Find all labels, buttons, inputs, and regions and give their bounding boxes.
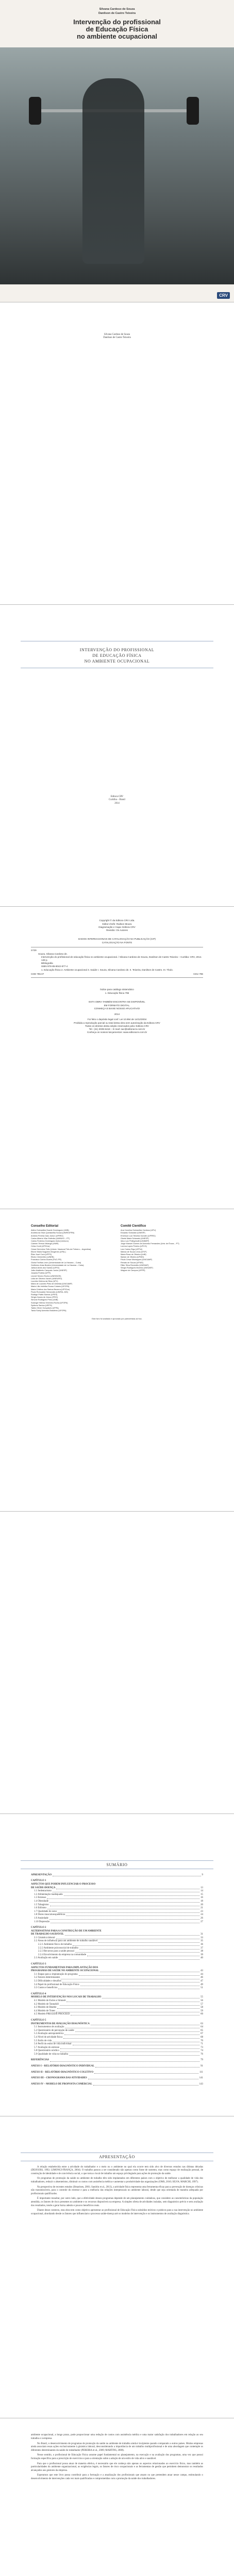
toc-entry [31,2003,203,2007]
council-member: Andréia da Silva Quintanilha Sousa (UNIR/UFRN) [31,1232,75,1234]
table-of-contents-page [0,1814,234,2116]
council-member: Lourdes Helena da Silva (UFV) [31,1280,58,1283]
toc-entry-label: 1.1 Sedentarismo [34,1890,52,1893]
council-member: Luiz Carlos Rigo (UFPel) [121,1248,142,1250]
toc-page-number: 43 [200,1970,203,1973]
toc-entry [31,1987,203,1990]
toc-leader-dots [60,2048,199,2049]
toc-entry [31,1984,203,1987]
council-member: Francisco Carlos Duarte (PUC-PR) [31,1259,62,1261]
toc-entry-label: ASPECTOS FUNDAMENTAIS PARA IMPLANTAÇÃO DOS [31,1966,98,1969]
editorial-board-list [31,1229,113,1312]
toc-leader-dots [94,2073,198,2074]
toc-entry-label: REFERÊNCIAS [31,2059,49,2062]
toc-entry [31,1921,203,1924]
toc-page-number: 16 [200,1896,203,1900]
council-member: Antônio Pereira Gaio Júnior (UFRRJ) [31,1234,63,1237]
toc-leader-dots [59,1959,199,1960]
council-member: Jorge Manuel Gomes de Azevedo Fernandes (Univ. de Évora – PT) [121,1243,179,1245]
council-member: João Adalberto Campato Junior (UNESP) [31,1269,67,1272]
paragraph: A relação estabelecida entre a atividade do trabalhador e o meio ou o ambiente no qual ela ocorre tem sido alvo de diversos estudos nas últimas décadas (DEJOURS, 1992; LIMONGI-FRANÇA, 2004). O trabalho passou a ser considerado não apenas como fonte de sustento, mas como espaço de realização pessoal, de construção de identidade e de convivência social, o que torna o local de trabalho um espaço privilegiado para ações de promoção da saúde. [31,2165,203,2175]
title-page-imprint [31,795,203,806]
review-note: Este livro foi avaliado e aprovado por pareceristas ad hoc. [92,1318,142,1320]
toc-page-number: 35 [200,1940,203,1943]
toc-entry-label: 1.10 Depressão [34,1920,50,1923]
toc-entry [31,2065,203,2069]
toc-leader-dots [58,1912,199,1913]
publication-place: Curitiba – Brasil [109,799,125,802]
toc-page-number: 39 [200,1953,203,1956]
toc-page-number: 40 [200,1957,203,1960]
toc-entry-label: 3.2 Fatores determinantes [34,1976,60,1979]
council-member: Paulo Cesar Montagner (UNICAMP) [121,1259,153,1261]
toc-entry [31,2010,203,2013]
toc-entry-label: 2.1 Ginástica laboral [34,1936,55,1939]
title-page [0,605,234,907]
editorial-council-page [0,1209,234,1512]
cover-photo [0,47,234,284]
catalog-heading: DADOS INTERNACIONAIS DE CATALOGAÇÃO NA PUBLICAÇÃO (CIP) CATALOGAÇÃO NA FONTE [78,938,156,944]
toc-page-number: 111 [199,2071,203,2074]
toc-entry-label: CAPÍTULO 2 [31,1926,46,1929]
toc-page-number: 23 [200,1910,203,1913]
toc-entry [31,1890,203,1893]
cdd-code: CDD 796.07 [31,972,44,975]
toc-entry-label: 1.8 Dores musculoesqueléticas [34,1913,65,1917]
cover-author: Silvana Cardoso de Souza [99,8,135,11]
council-member: Maria de Lourdes Pinto de Almeida (UNICAMP) [31,1283,73,1285]
toc-list [31,1874,203,2087]
paragraph: Diante desse contexto, esta obra tem como objetivo apresentar ao profissional de Educação Física subsídios teóricos e práticos para a sua intervenção no ambiente ocupacional, abordando desde os fatores que influenciam o processo saúde-doença até os modelos de intervenção e os instrumentos de avaliação diagnóstica. [31,2209,203,2215]
toc-entry-label: 1.4 Obesidade [34,1900,48,1903]
publisher-logo: CRV [217,292,230,299]
toc-entry [31,2053,203,2057]
council-member: Maria Cristina dos Santos Bezerra (UFSCar) [31,1288,70,1291]
council-member: Carlos Federico Dominguez Avila (Unieuro) [31,1240,69,1242]
toc-entry-label: 1.6 Etilismo [34,1907,46,1910]
council-member: Paulo Romualdo Hernandes (UNIFAL-MG) [31,1291,68,1293]
barbell-plate [187,97,199,125]
council-member: Lorena Lopes Pereira (UFCG) [121,1245,147,1248]
toc-entry-label: 5.5 Estilo de vida [34,2039,52,2042]
presentation-heading: APRESENTAÇÃO [99,2154,135,2159]
council-member: Lídia de Oliveira Xavier (UNIEURO) [31,1277,62,1280]
toc-leader-dots [98,1942,199,1943]
toc-entry-label: 2.2 Áreas de influência para um ambiente de trabalho saudável [34,1940,98,1943]
toc-entry [31,1957,203,1960]
toc-entry [31,2077,203,2080]
toc-page-number: 44 [200,1973,203,1976]
toc-leader-dots [79,1975,200,1976]
cover-authors [0,7,234,15]
toc-page-number: 60 [200,2013,203,2016]
toc-page-number: 70 [200,2039,203,2042]
toc-entry [31,2032,203,2036]
toc-entry [31,1917,203,1921]
toc-entry [31,2071,203,2075]
presentation-continued-page [0,2418,234,2576]
council-member: Wagner de Campos (UFPR) [121,1269,145,1272]
toc-entry [31,1874,203,1877]
toc-page-number: 73 [200,2046,203,2049]
paragraph: Na perspectiva de recentes estudos (Ilmarinen, 2001; Sandrin et al., 2013), a atividade física representa uma ferramenta eficaz para a prevenção de doenças crônicas não transmissíveis, para o controle do estresse e para a melhoria das relações interpessoais no ambiente laboral, desde que seja orientada de maneira adequada por profissionais qualificados. [31,2185,203,2195]
toc-page-number: 67 [200,2032,203,2036]
catalog-index: Índice para catálogo sistemático 1. Educação física 796 [100,988,134,994]
toc-page-number: 14 [200,1890,203,1893]
toc-entry-label: CAPÍTULO 3 [31,1963,46,1966]
toc-entry-label: 1.3 Estresse [34,1896,46,1900]
toc-entry [31,2013,203,2016]
toc-entry-label: CAPÍTULO 5 [31,2019,46,2022]
toc-entry-label: 2.2.3 Recursos para a saúde pessoal [38,1950,74,1953]
toc-page-number: 91 [200,2065,203,2068]
toc-entry-label: 4.4 Modelo de Tones [34,2009,56,2012]
toc-entry-label: 2.2.1 Ambiente físico de trabalho [38,1943,72,1946]
toc-entry-label: 1.9 Ansiedade [34,1917,48,1920]
council-member: Solange Helena Ximenes-Rocha (UFOPA) [31,1301,68,1304]
scientific-committee [121,1225,203,1272]
toc-leader-dots [49,1919,199,1920]
council-member: Emerson Luiz Teixeira Gondim (UFRRJ) [121,1234,156,1237]
toc-page-number: 27 [200,1920,203,1923]
paragraph: Os programas de promoção da saúde no ambiente de trabalho têm sido implantados em diferentes países com o objetivo de melhorar a qualidade de vida dos trabalhadores, reduzir o absenteísmo, diminuir os custos com assistência médica e aumentar a produtividade das organizações (OMS, 2010; SILVA; MARCHI, 1997). [31,2177,203,2183]
toc-entry [31,1933,203,1937]
presentation-body [31,2166,203,2218]
scientific-committee-list [121,1229,203,1272]
council-member: Cesar Gerónimo Tello (Univer. Nacional Três de Febrero – Argentina) [31,1248,91,1250]
toc-entry [31,2019,203,2023]
toc-entry-label: ANEXO I – RELATÓRIO DIAGNÓSTICO INDIVIDUAL [31,2065,95,2068]
toc-entry-label: 3.4 Papel do profissional de Educação Física [34,1983,79,1986]
toc-entry-label: ASPECTOS QUE PODEM INFLUENCIAR O PROCESSO [31,1883,96,1886]
catalog-card: S729 Souza, Silvana Cardoso de. Intervenção do profissional de educação física no ambiente ocupacional. / Silvana Cardoso de Souza, Danilson de Castro Teixeira – Curitiba: CRV, 2014. 148 p. Bibliografia ISBN 978-85-8042-877-4 1. Educação física 2. Ambiente ocupacional 3. Saúde I. Souza, Silvana Cardoso de. II. Teixeira, Danilson de Castro. III. Título. CDD 796.07 CDU 796 [31,947,203,978]
rights-year: 2014 [114,1013,120,1016]
toc-page-number: 36 [200,1943,203,1946]
toc-page-number: 79 [200,2059,203,2062]
toc-page-number: 64 [200,2026,203,2029]
council-member: Idico Luiz Pellegrinotti (UNIMEP) [121,1240,149,1242]
council-member: Gisele Maria Schwartz (UNESP) [121,1237,149,1240]
toc-entry [31,1904,203,1907]
toc-entry [31,1954,203,1957]
council-member: Leonel Severo Rocha (UNISINOS) [31,1275,61,1277]
toc-entry [31,2036,203,2040]
toc-entry-label: 4.3 Modelo de Beattie [34,2006,57,2009]
council-member: Tania Suely Azevedo Brasileiro (UFOPA) [31,1310,66,1312]
council-member: Gloria Fariñas León (Universidade de La Havana – Cuba) [31,1261,81,1264]
toc-entry-label: INSTRUMENTOS DE AVALIAÇÃO DIAGNÓSTICA [31,2022,90,2025]
toc-entry [31,1976,203,1980]
toc-entry-label: 1.2 Alimentação inadequada [34,1893,63,1896]
toc-page-number: 57 [200,2003,203,2006]
toc-page-number: 38 [200,1950,203,1953]
council-member: Josania Portela (UFPI) [31,1272,51,1275]
toc-page-number: 24 [200,1913,203,1917]
toc-leader-dots [63,2038,199,2039]
paragraph: É importante ressaltar, por outro lado, que a efetividade desses programas depende de um planejamento cuidadoso, que considere as características da população atendida, os fatores de risco presentes no ambiente e os recursos disponíveis na empresa. A simples oferta de atividades isoladas, sem diagnóstico prévio e sem avaliação dos resultados, tende a gerar baixa adesão e poucos benefícios reais. [31,2197,203,2207]
toc-entry [31,1879,203,1883]
presentation-page [0,2116,234,2419]
copyright-credits: Copyright © da Editora CRV Ltda. Editor-chefe: Railson Moura Diagramação e Capa: Editora CRV Revisão: Os Autores [98,919,136,931]
toc-leader-dots [73,1945,199,1946]
toc-entry-label: 5.4 Nível de atividade física [34,2036,63,2039]
toc-page-number: 49 [200,1983,203,1986]
toc-leader-dots [50,2061,199,2062]
toc-entry [31,1963,203,1967]
toc-page-number: 76 [200,2053,203,2056]
cover-author: Danilson de Castro Teixeira [98,12,136,15]
council-member: Sydione Santos (UEPG) [31,1304,52,1307]
toc-page-number: 68 [200,2036,203,2039]
toc-entry [31,1940,203,1943]
toc-entry-label: ALTERNATIVAS PARA A CONSTRUÇÃO DE UM AMBIENTE [31,1929,102,1933]
toc-entry-label: DE SAÚDE-DOENÇA [31,1886,56,1889]
toc-entry [31,1947,203,1951]
toc-page-number: 13 [200,1886,203,1889]
toc-entry [31,1893,203,1897]
toc-page-number: 71 [200,2043,203,2046]
toc-entry [31,2023,203,2026]
toc-page-number: 65 [200,2029,203,2032]
toc-page-number: 55 [200,1996,203,1999]
toc-entry-label: ANEXO III – CRONOGRAMA DAS ATIVIDADES [31,2077,87,2080]
toc-leader-dots [60,2005,199,2006]
toc-page-number: 141 [199,2077,203,2080]
toc-entry [31,2083,203,2087]
digital-notice: ESTA OBRA TAMBÉM ENCONTRA-SE DISPONÍVEL EM FORMATO DIGITAL. CONHEÇA E BAIXE NOSSO APLICATIVO! [89,1001,145,1010]
council-member: Elione Maria Nogueira Diogenes (UFAL) [31,1250,66,1253]
toc-page-number: 15 [200,1893,203,1896]
toc-entry [31,2026,203,2029]
toc-entry-label: 1.5 Tabagismo [34,1903,49,1906]
toc-entry [31,1970,203,1973]
council-member: Carlos Alberto Vilar Estêvão (UMINHO – PT) [31,1237,70,1240]
toc-entry [31,2059,203,2062]
council-member: Eduardo Schwartz (UNESP) [121,1232,145,1234]
toc-leader-dots [75,2031,199,2032]
toc-entry-label: 5.2 Questionário de percepção de saúde [34,2029,74,2032]
copyright-page [0,907,234,1209]
toc-entry-label: 4.2 Modelo de Tannahill [34,2003,59,2006]
toc-leader-dots [57,2008,199,2009]
toc-page-number: 33 [200,1936,203,1939]
toc-leader-dots [79,1949,199,1950]
toc-entry [31,2043,203,2046]
toc-entry-label: DE TRABALHO SAUDÁVEL [31,1933,64,1936]
toc-entry [31,1996,203,1999]
toc-entry-label: 2.3 Avaliação em saúde [34,1957,58,1960]
toc-entry [31,1943,203,1947]
blank-page [0,1512,234,1814]
toc-page-number: 26 [200,1917,203,1920]
title-page-title: INTERVENÇÃO DO PROFISSIONAL DE EDUCAÇÃO FÍSICA NO AMBIENTE OCUPACIONAL [79,647,155,664]
half-title-page [0,302,234,605]
council-member: Márcia de Souza Lima (UFJF) [121,1250,147,1253]
toc-page-number: 47 [200,1980,203,1983]
toc-leader-dots [93,2085,198,2086]
toc-entry [31,1887,203,1890]
toc-entry-label: 3.1 Etapas para a implantação do programa [34,1973,78,1976]
council-member: Sérgio Nunes de Jesus (IFRO) [31,1296,58,1299]
paragraph: Para que o profissional possa atuar de maneira efetiva, é necessário que ele conheça não apenas os aspectos relacionados ao exercício físico, mas também as particularidades do ambiente organizacional, as exigências legais, os fatores de risco ocupacionais e as ferramentas de gestão que permitem demonstrar os resultados alcançados aos gestores da empresa. [31,2462,203,2472]
toc-entry-label: CAPÍTULO 1 [31,1879,46,1883]
toc-entry-label: 3.5 Custos e benefícios [34,1987,58,1990]
toc-entry-label: 2.2.4 Envolvimento da empresa na comunidade [38,1953,87,1956]
toc-entry-label: 5.6 Perfil do estilo de vida individual [34,2043,72,2046]
toc-leader-dots [49,1902,199,1903]
cover-title: Intervenção do profissional de Educação Física no ambiente ocupacional [73,18,161,40]
council-member: Riller Silva Reverdito (UNEMAT) [121,1264,149,1266]
council-member: Aldira Guimarães Duarte Domínguez (UNB) [31,1229,69,1232]
toc-entry [31,1907,203,1910]
toc-leader-dots [69,2055,199,2056]
council-member: Rodrigo Pratte-Santos (UFES) [31,1294,58,1296]
toc-page-number: 31 [200,1933,203,1936]
council-member: Simone Rodrigues Pinto (UNB) [31,1299,58,1301]
council-member: Renato de Souza (UFMG) [121,1261,144,1264]
toc-entry-label: ANEXO IV – MODELO DE PROPOSTA COMERCIAL [31,2082,92,2086]
council-member: Sérgio Rodrigues Moreira (UNIVASF) [121,1267,154,1269]
toc-entry-label: MODELO DE INTERVENÇÃO NOS LOCAIS DE TRABALHO [31,1996,102,1999]
toc-heading: SUMÁRIO [106,1862,128,1867]
paragraph: Esperamos que este livro possa contribuir para a formação e a atualização dos profissionais que atuam ou que pretendem atuar nesse campo, estimulando o desenvolvimento de intervenções cada vez mais qualificadas e comprometidas com a promoção da saúde dos trabalhadores. [31,2474,203,2480]
council-member: Guillermo Arias Beatón (Universidade de La Havana – Cuba) [31,1264,84,1266]
toc-entry [31,2049,203,2053]
paragraph: Nesse sentido, o profissional de Educação Física assume papel fundamental no planejamento, na execução e na avaliação dos programas, uma vez que possui formação específica para a prescrição de exercícios e para a orientação sobre a adoção de um estilo de vida ativo e saudável. [31,2454,203,2460]
toc-page-number: 20 [200,1903,203,1906]
toc-page-number: 58 [200,2006,203,2009]
paragraph: No Brasil, o desenvolvimento de programas de promoção da saúde no ambiente de trabalho ainda é incipiente quando comparado a outros países. Muitas empresas ainda associam essas ações exclusivamente à ginástica laboral, desconsiderando a importância de um trabalho multiprofissional e de uma abordagem que contemple os diferentes determinantes da saúde do trabalhador (PEREIRA et al., 2009; MARTINS, 2008). [31,2442,203,2452]
toc-page-number: 18 [200,1900,203,1903]
toc-page-number: 143 [199,2082,203,2086]
barbell-plate [29,97,41,125]
toc-entry-label: 4.5 Modelo PRECEDE-PROCEED [34,2013,70,2016]
toc-entry [31,1973,203,1977]
toc-page-number: 59 [200,2009,203,2012]
toc-entry-label: 5.7 Avaliação do estresse [34,2046,60,2049]
legal-footer: Foi feito o depósito legal conf. Lei 10.994 de 14/12/2004 Proibida a reprodução parcial ou total desta obra sem autorização da Editora CRV Todos os direitos desta edição reservados pela: Editora CRV Tel.: (41) 3039-6418 – E-mail: sac@editoracrv.com.br Conheça os nossos lançamentos: www.editoracrv.com.br [74,1018,160,1034]
toc-entry [31,2046,203,2050]
toc-leader-dots [75,1952,199,1953]
toc-entry-label: 4.1 Modelo de Ewles e Simnett [34,1999,66,2002]
toc-entry-label: APRESENTAÇÃO [31,1873,52,1876]
editorial-board-heading: Conselho Editorial [31,1225,59,1228]
toc-page-number: 46 [200,1976,203,1979]
toc-entry [31,1913,203,1917]
toc-entry-label: 5.8 Questionário nórdico [34,2049,59,2053]
toc-entry [31,1999,203,2003]
toc-entry-label: ANEXO II – RELATÓRIO DIAGNÓSTICO COLETIVO [31,2071,94,2074]
book-cover [0,0,234,302]
council-member: Maria Rosa de Oliveira (UnB) [121,1253,146,1256]
toc-entry-label: 3.3 Dificuldades e desafios [34,1980,61,1983]
toc-page-number: 74 [200,2049,203,2053]
toc-entry-label: CAPÍTULO 4 [31,1992,46,1995]
toc-entry [31,1900,203,1904]
toc-page-number: 21 [200,1907,203,1910]
toc-entry [31,1926,203,1930]
toc-entry [31,1883,203,1887]
toc-entry-label: 5.3 Avaliação antropométrica [34,2032,64,2036]
toc-entry-label: PROGRAMAS DE SAÚDE NO AMBIENTE OCUPACIONAL [31,1970,99,1973]
toc-page-number: 9 [202,1873,203,1876]
council-member: Maria Lília Imbiriba Sousa Colares (UFOPA) [31,1285,70,1288]
council-member: Tadeu Oliver Gonçalves (UFPA) [31,1307,59,1310]
toc-entry [31,1896,203,1900]
toc-leader-dots [65,1935,199,1936]
scientific-committee-heading: Comitê Científico [121,1225,146,1228]
toc-page-number: 63 [200,2022,203,2025]
council-member: Celso Conti (UFSCar) [31,1245,50,1248]
half-title-authors: Silvana Cardoso de Souza Danilson de Castro Teixeira [103,333,131,340]
person-silhouette [82,78,144,264]
council-member: Jailson Alves dos Santos (UFRJ) [31,1267,60,1269]
paragraph: ambiente ocupacional, a longo prazo, pode proporcionar uma redução de custos com assistência médica e uma maior satisfação dos trabalhadores em relação ao seu trabalho e à empresa. [31,2434,203,2440]
presentation-continued-body [31,2434,203,2482]
cdu-code: CDU 796 [193,972,203,975]
council-member: Elizeu Clementino (UNEB) [31,1256,54,1259]
council-member: Ana Carolina Guimarães Cardoso (UFU) [121,1229,156,1232]
toc-entry [31,2040,203,2043]
toc-page-number: 56 [200,1999,203,2002]
toc-page-number: 51 [200,1987,203,1990]
toc-entry [31,2006,203,2010]
toc-entry [31,1910,203,1914]
toc-entry [31,2029,203,2033]
publication-year: 2014 [114,802,120,805]
toc-entry-label: 5.9 Qualidade de vida no trabalho [34,2053,69,2056]
toc-leader-dots [64,1895,200,1896]
council-member: Carmen Tereza Velanga (UNIR) [31,1243,59,1245]
toc-entry [31,1950,203,1954]
divider [21,1860,213,1861]
toc-entry-label: 5.1 Instrumentos de avaliação [34,2026,64,2029]
council-member: Élsio José Corá (UFFS) [31,1253,52,1256]
toc-entry [31,1980,203,1984]
toc-page-number: 37 [200,1946,203,1950]
toc-entry-label: 2.2.2 Ambiente psicossocial de trabalho [38,1946,78,1950]
toc-entry-label: 1.7 Qualidade do sono [34,1910,57,1913]
publisher-name: Editora CRV [110,795,124,798]
council-member: Myrian de Oliveira (UFMG) [121,1256,144,1259]
editorial-board [31,1225,113,1312]
